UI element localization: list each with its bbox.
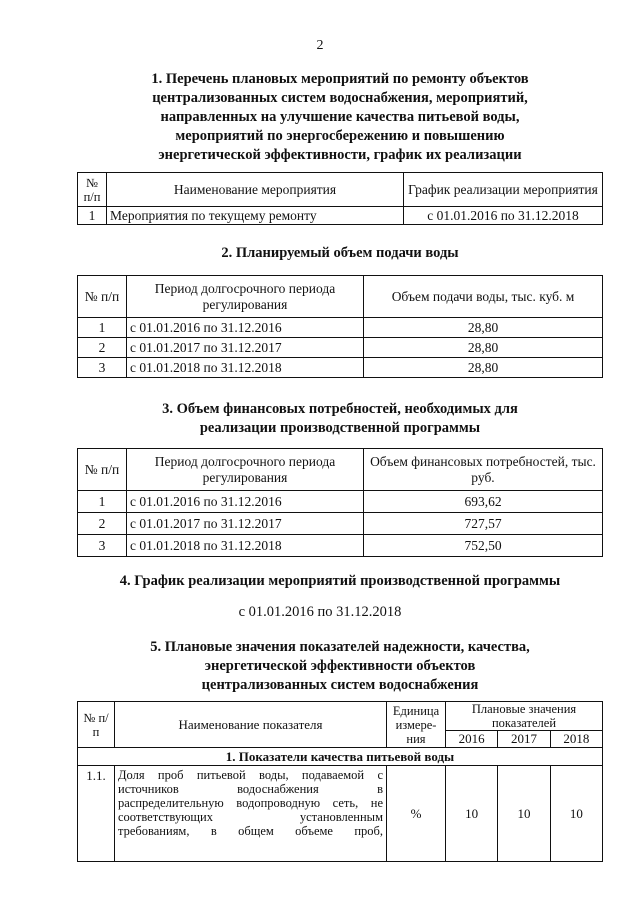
section-1-title	[60, 70, 620, 165]
section-2-title: 2. Планируемый объем подачи воды	[221, 245, 459, 261]
section-1-title-line: мероприятий по энергосбережению и повышению	[175, 128, 505, 144]
cell-indicator	[115, 766, 387, 862]
header-unit: Единица измере-ния	[387, 702, 446, 748]
section-5-title-line: 5. Плановые значения показателей надежности, качества,	[150, 639, 530, 655]
section-1-title-line: 1. Перечень плановых мероприятий по ремонту объектов	[151, 71, 529, 87]
header-year: 2018	[550, 731, 602, 748]
header-period: Период долгосрочного периода регулирования	[127, 449, 364, 491]
cell-volume: 28,80	[364, 318, 603, 338]
cell-value: 10	[498, 766, 550, 862]
cell-num: 1	[78, 207, 107, 225]
section-4-title: 4. График реализации мероприятий производственной программы	[119, 573, 561, 589]
cell-period: с 01.01.2018 по 31.12.2018	[127, 535, 364, 557]
cell-period: с 01.01.2016 по 31.12.2016	[127, 318, 364, 338]
cell-schedule: с 01.01.2016 по 31.12.2018	[404, 207, 603, 225]
header-num: № п/п	[78, 702, 115, 748]
section-4-period: с 01.01.2016 по 31.12.2018	[238, 604, 402, 620]
section-5-title-line: энергетической эффективности объектов	[204, 658, 476, 674]
cell-num: 3	[78, 535, 127, 557]
cell-value: 10	[550, 766, 602, 862]
section-3-table	[77, 448, 603, 557]
section-2-table	[77, 275, 603, 378]
cell-unit: %	[387, 766, 446, 862]
section-1-title-line: направленных на улучшение качества питьевой воды,	[160, 109, 520, 125]
section-3-title	[60, 400, 620, 438]
section-1-table	[77, 172, 603, 225]
page-number: 2	[316, 38, 324, 53]
cell-num: 2	[78, 338, 127, 358]
section-3-title-line: 3. Объем финансовых потребностей, необходимых для	[162, 401, 518, 417]
header-name: Наименование мероприятия	[107, 173, 404, 207]
indicator-line: соответствующих установленным	[118, 810, 383, 824]
cell-num: 3	[78, 358, 127, 378]
cell-period: с 01.01.2017 по 31.12.2017	[127, 338, 364, 358]
indicator-line: Доля проб питьевой воды, подаваемой с	[118, 768, 383, 782]
indicator-line: источников водоснабжения в	[118, 782, 383, 796]
cell-financial: 752,50	[364, 535, 603, 557]
header-schedule: График реализации мероприятия	[404, 173, 603, 207]
cell-value: 10	[446, 766, 498, 862]
cell-period: с 01.01.2018 по 31.12.2018	[127, 358, 364, 378]
indicator-line: распределительную водопроводную сеть, не	[118, 796, 383, 810]
header-indicator: Наименование показателя	[115, 702, 387, 748]
cell-financial: 693,62	[364, 491, 603, 513]
header-year: 2016	[446, 731, 498, 748]
cell-financial: 727,57	[364, 513, 603, 535]
cell-volume: 28,80	[364, 358, 603, 378]
header-num: № п/п	[78, 276, 127, 318]
cell-period: с 01.01.2016 по 31.12.2016	[127, 491, 364, 513]
header-year: 2017	[498, 731, 550, 748]
cell-num: 1	[78, 491, 127, 513]
header-volume: Объем подачи воды, тыс. куб. м	[364, 276, 603, 318]
section-1-title-line: централизованных систем водоснабжения, мероприятий,	[152, 90, 528, 106]
header-planned-values: Плановые значения показателей	[446, 702, 603, 731]
section-3-title-line: реализации производственной программы	[199, 420, 481, 436]
cell-num: 1.1.	[78, 766, 115, 862]
cell-name: Мероприятия по текущему ремонту	[107, 207, 404, 225]
section-5-title-line: централизованных систем водоснабжения	[201, 677, 479, 693]
header-financial: Объем финансовых потребностей, тыс. руб.	[364, 449, 603, 491]
cell-num: 1	[78, 318, 127, 338]
group-title: 1. Показатели качества питьевой воды	[78, 748, 603, 766]
header-num: № п/п	[78, 449, 127, 491]
cell-period: с 01.01.2017 по 31.12.2017	[127, 513, 364, 535]
header-period: Период долгосрочного периода регулирования	[127, 276, 364, 318]
section-1-title-line: энергетической эффективности, график их реализации	[158, 147, 522, 163]
cell-num: 2	[78, 513, 127, 535]
section-5-title	[60, 638, 620, 695]
header-num: № п/п	[78, 173, 107, 207]
cell-volume: 28,80	[364, 338, 603, 358]
section-5-table	[77, 701, 603, 862]
indicator-line: требованиям, в общем объеме проб,	[118, 824, 383, 838]
